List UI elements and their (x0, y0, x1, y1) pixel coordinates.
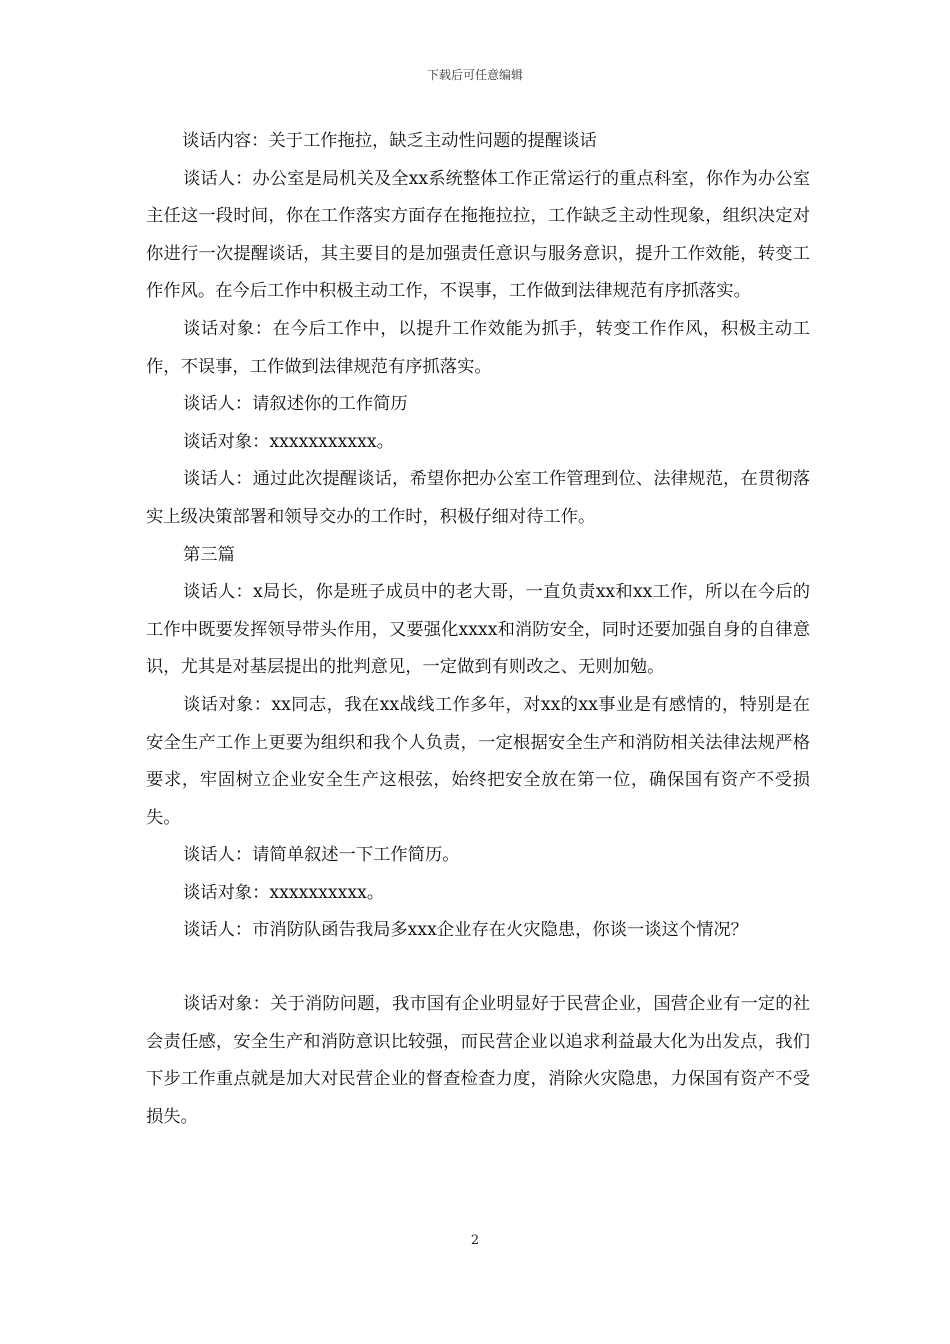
paragraph-speaker-intro: 谈话人：办公室是局机关及全xx系统整体工作正常运行的重点科室，你作为办公室主任这一段时间，你在工作落实方面存在拖拖拉拉，工作缺乏主动性现象，组织决定对你进行一次提醒谈话，其主要目的是加强责任意识与服务意识，提升工作效能，转变工作作风。在今后工作中积极主动工作，不误事，工作做到法律规范有序抓落实。 (146, 168, 810, 302)
page-number: 2 (470, 1233, 480, 1248)
paragraph-speaker-director: 谈话人：x局长，你是班子成员中的老大哥，一直负责xx和xx工作，所以在今后的工作中既要发挥领导带头作用，又要强化xxxx和消防安全，同时还要加强自身的自律意识，尤其是对基层提出的批判意见，一定做到有则改之、无则加勉。 (146, 582, 810, 678)
paragraph-respondent-fire: 谈话对象：关于消防问题，我市国有企业明显好于民营企业，国营企业有一定的社会责任感，安全生产和消防意识比较强，而民营企业以追求利益最大化为出发点，我们下步工作重点就是加大对民营企业的督查检查力度，消除火灾隐患，力保国有资产不受损失。 (146, 994, 810, 1127)
paragraph-gap (146, 950, 810, 986)
paragraph-speaker-question: 谈话人：请叙述你的工作简历 (183, 394, 408, 415)
paragraph-speaker-fire: 谈话人：市消防队函告我局多xxx企业存在火灾隐患，你谈一谈这个情况？ (183, 920, 748, 941)
paragraph-topic: 谈话内容：关于工作拖拉，缺乏主动性问题的提醒谈话 (182, 131, 597, 151)
section-heading: 第三篇 (183, 544, 235, 565)
document-body (146, 123, 810, 1136)
paragraph-respondent-answer: 谈话对象：xxxxxxxxxxx。 (183, 431, 394, 452)
paragraph-respondent-resume: 谈话对象：xxxxxxxxxx。 (183, 882, 385, 903)
paragraph-respondent-reply: 谈话对象：在今后工作中，以提升工作效能为抓手，转变工作作风，积极主动工作，不误事，工作做到法律规范有序抓落实。 (146, 318, 810, 377)
page-header: 下载后可任意编辑 (426, 68, 523, 82)
paragraph-respondent-director: 谈话对象：xx同志，我在xx战线工作多年，对xx的xx事业是有感情的，特别是在安全生产工作上更要为组织和我个人负责，一定根据安全生产和消防相关法律法规严格要求，牢固树立企业安全生产这根弦，始终把安全放在第一位，确保国有资产不受损失。 (146, 694, 810, 828)
paragraph-speaker-resume: 谈话人：请简单叙述一下工作简历。 (183, 845, 460, 866)
paragraph-speaker-closing: 谈话人：通过此次提醒谈话，希望你把办公室工作管理到位、法律规范，在贯彻落实上级决策部署和领导交办的工作时，积极仔细对待工作。 (146, 469, 810, 527)
